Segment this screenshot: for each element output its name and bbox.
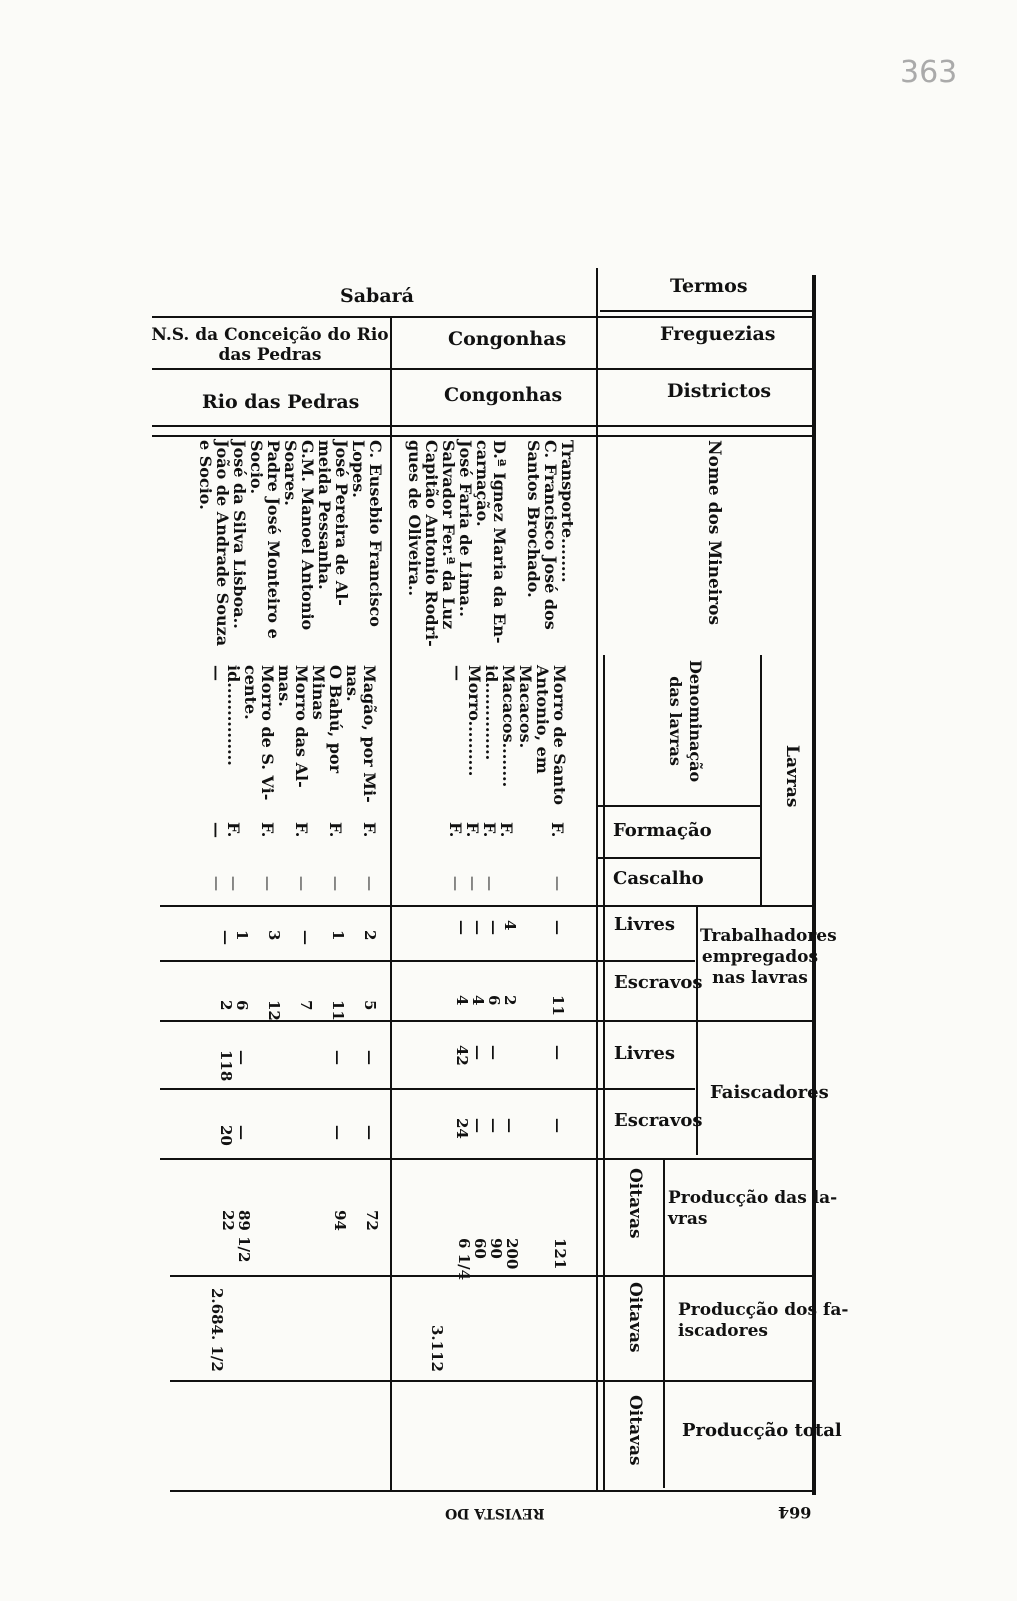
rule [152, 435, 812, 437]
districto-congonhas: Congonhas [444, 384, 563, 406]
freguezia-rio-pedras: N.S. da Conceição do Rio das Pedras [151, 325, 389, 365]
trab-escravos-congonhas: 11 2 6 4 4 [453, 995, 567, 1016]
trab-livres-rio-pedras: 2 1 — 3 1 — [217, 930, 379, 945]
rule [160, 1088, 695, 1090]
rule [160, 1158, 812, 1160]
header-producao-lavras: Producção das la- vras [668, 1188, 838, 1229]
page-mark: 363 [900, 55, 958, 90]
rule [600, 310, 812, 312]
faisc-escravos-congonhas: — — — — 24 [453, 1118, 567, 1139]
prod-faisc-rio-pedras: 2.684. 1/2 [208, 1288, 226, 1372]
header-oitavas-lavras: Oitavas [625, 1168, 645, 1239]
header-districtos: Districtos [667, 380, 772, 402]
trab-escravos-rio-pedras: 5 11 7 12 6 2 [217, 1000, 379, 1021]
header-termos: Termos [670, 275, 748, 297]
formacao-rio-pedras: F. F. F. F. F. — [207, 822, 379, 838]
mineiros-rio-pedras: C. Eusebio Francisco Lopes. José Pereira de Al- meida Pessanha. G.M. Manoel Antonio Soares. Padre José Monteiro e Socio. José da Silva Lisboa.. João de Andrade Souza e Socio. [196, 440, 385, 647]
header-denominacao: Denominação das lavras [666, 660, 705, 783]
rule [596, 268, 598, 1490]
header-producao-faiscadores: Producção dos fa- iscadores [678, 1300, 849, 1341]
prod-faisc-congonhas: 3.112 [428, 1325, 446, 1372]
header-freguezias: Freguezias [660, 323, 776, 345]
faisc-livres-congonhas: — — — 42 [453, 1045, 567, 1066]
header-producao-total: Producção total [682, 1420, 842, 1441]
prod-lavras-congonhas: 121 200 90 60 6 1/4 [455, 1238, 569, 1281]
header-cascalho: Cascalho [613, 868, 704, 889]
rule [663, 1158, 665, 1488]
rule [390, 318, 392, 1490]
rule [152, 368, 812, 370]
footer-page-number: 664 [778, 1503, 812, 1522]
termo-sabara: Sabará [340, 285, 414, 307]
trab-livres-congonhas: — 4 — — — [453, 920, 567, 935]
header-oitavas-faisc: Oitavas [625, 1282, 645, 1353]
header-faisc-escravos: Escravos [614, 1110, 703, 1131]
rule [603, 655, 605, 1490]
header-lavras: Lavras [782, 745, 802, 808]
faisc-escravos-rio-pedras: — — — 20 [217, 1125, 379, 1146]
rule [160, 905, 812, 907]
mineiros-congonhas: Transporte........ C. Francisco José dos Santos Brochado. D.ª Ignez Maria da En- carnação. José Faria de Lima.. Salvador Fer.ª da Luz Capitão Antonio Rodri- gues de Oliveira.. [405, 440, 577, 647]
freguezia-congonhas: Congonhas [448, 328, 567, 350]
header-oitavas-total: Oitavas [625, 1395, 645, 1466]
rule [170, 1380, 812, 1382]
cascalho-congonhas: — — — — [447, 876, 567, 891]
header-trab-escravos: Escravos [614, 972, 703, 993]
header-nome-mineiros: Nome dos Mineiros [704, 440, 724, 626]
districto-rio-pedras: Rio das Pedras [202, 391, 360, 413]
rule [598, 805, 762, 807]
formacao-congonhas: F. F. F. F. F. [446, 822, 567, 838]
faisc-livres-rio-pedras: — — — 118 [217, 1050, 379, 1082]
footer-title: REVISTA DO [445, 1505, 545, 1521]
prod-lavras-rio-pedras: 72 94 89 1/2 22 [219, 1210, 381, 1263]
header-trabalhadores: Trabalhadores empregados nas lavras [700, 926, 837, 988]
rule [160, 960, 695, 962]
rule [152, 425, 812, 427]
rule [170, 1490, 815, 1492]
header-faisc-livres: Livres [614, 1043, 676, 1064]
rule [598, 857, 762, 859]
header-trab-livres: Livres [614, 914, 676, 935]
rule [760, 655, 762, 905]
rule [152, 316, 812, 318]
cascalho-rio-pedras: — — — — — — [208, 876, 379, 891]
lavras-rio-pedras: Magão, por Mi- nas. O Bahú, por Minas Morro das Al- mas. Morro de S. Vi- cente. id............... — [207, 665, 379, 803]
lavras-congonhas: Morro de Santo Antonio, em Macacos. Macacos........ id.............. Morro.......... — [448, 665, 569, 806]
header-faiscadores: Faiscadores [710, 1082, 829, 1103]
header-formacao: Formação [613, 820, 712, 841]
